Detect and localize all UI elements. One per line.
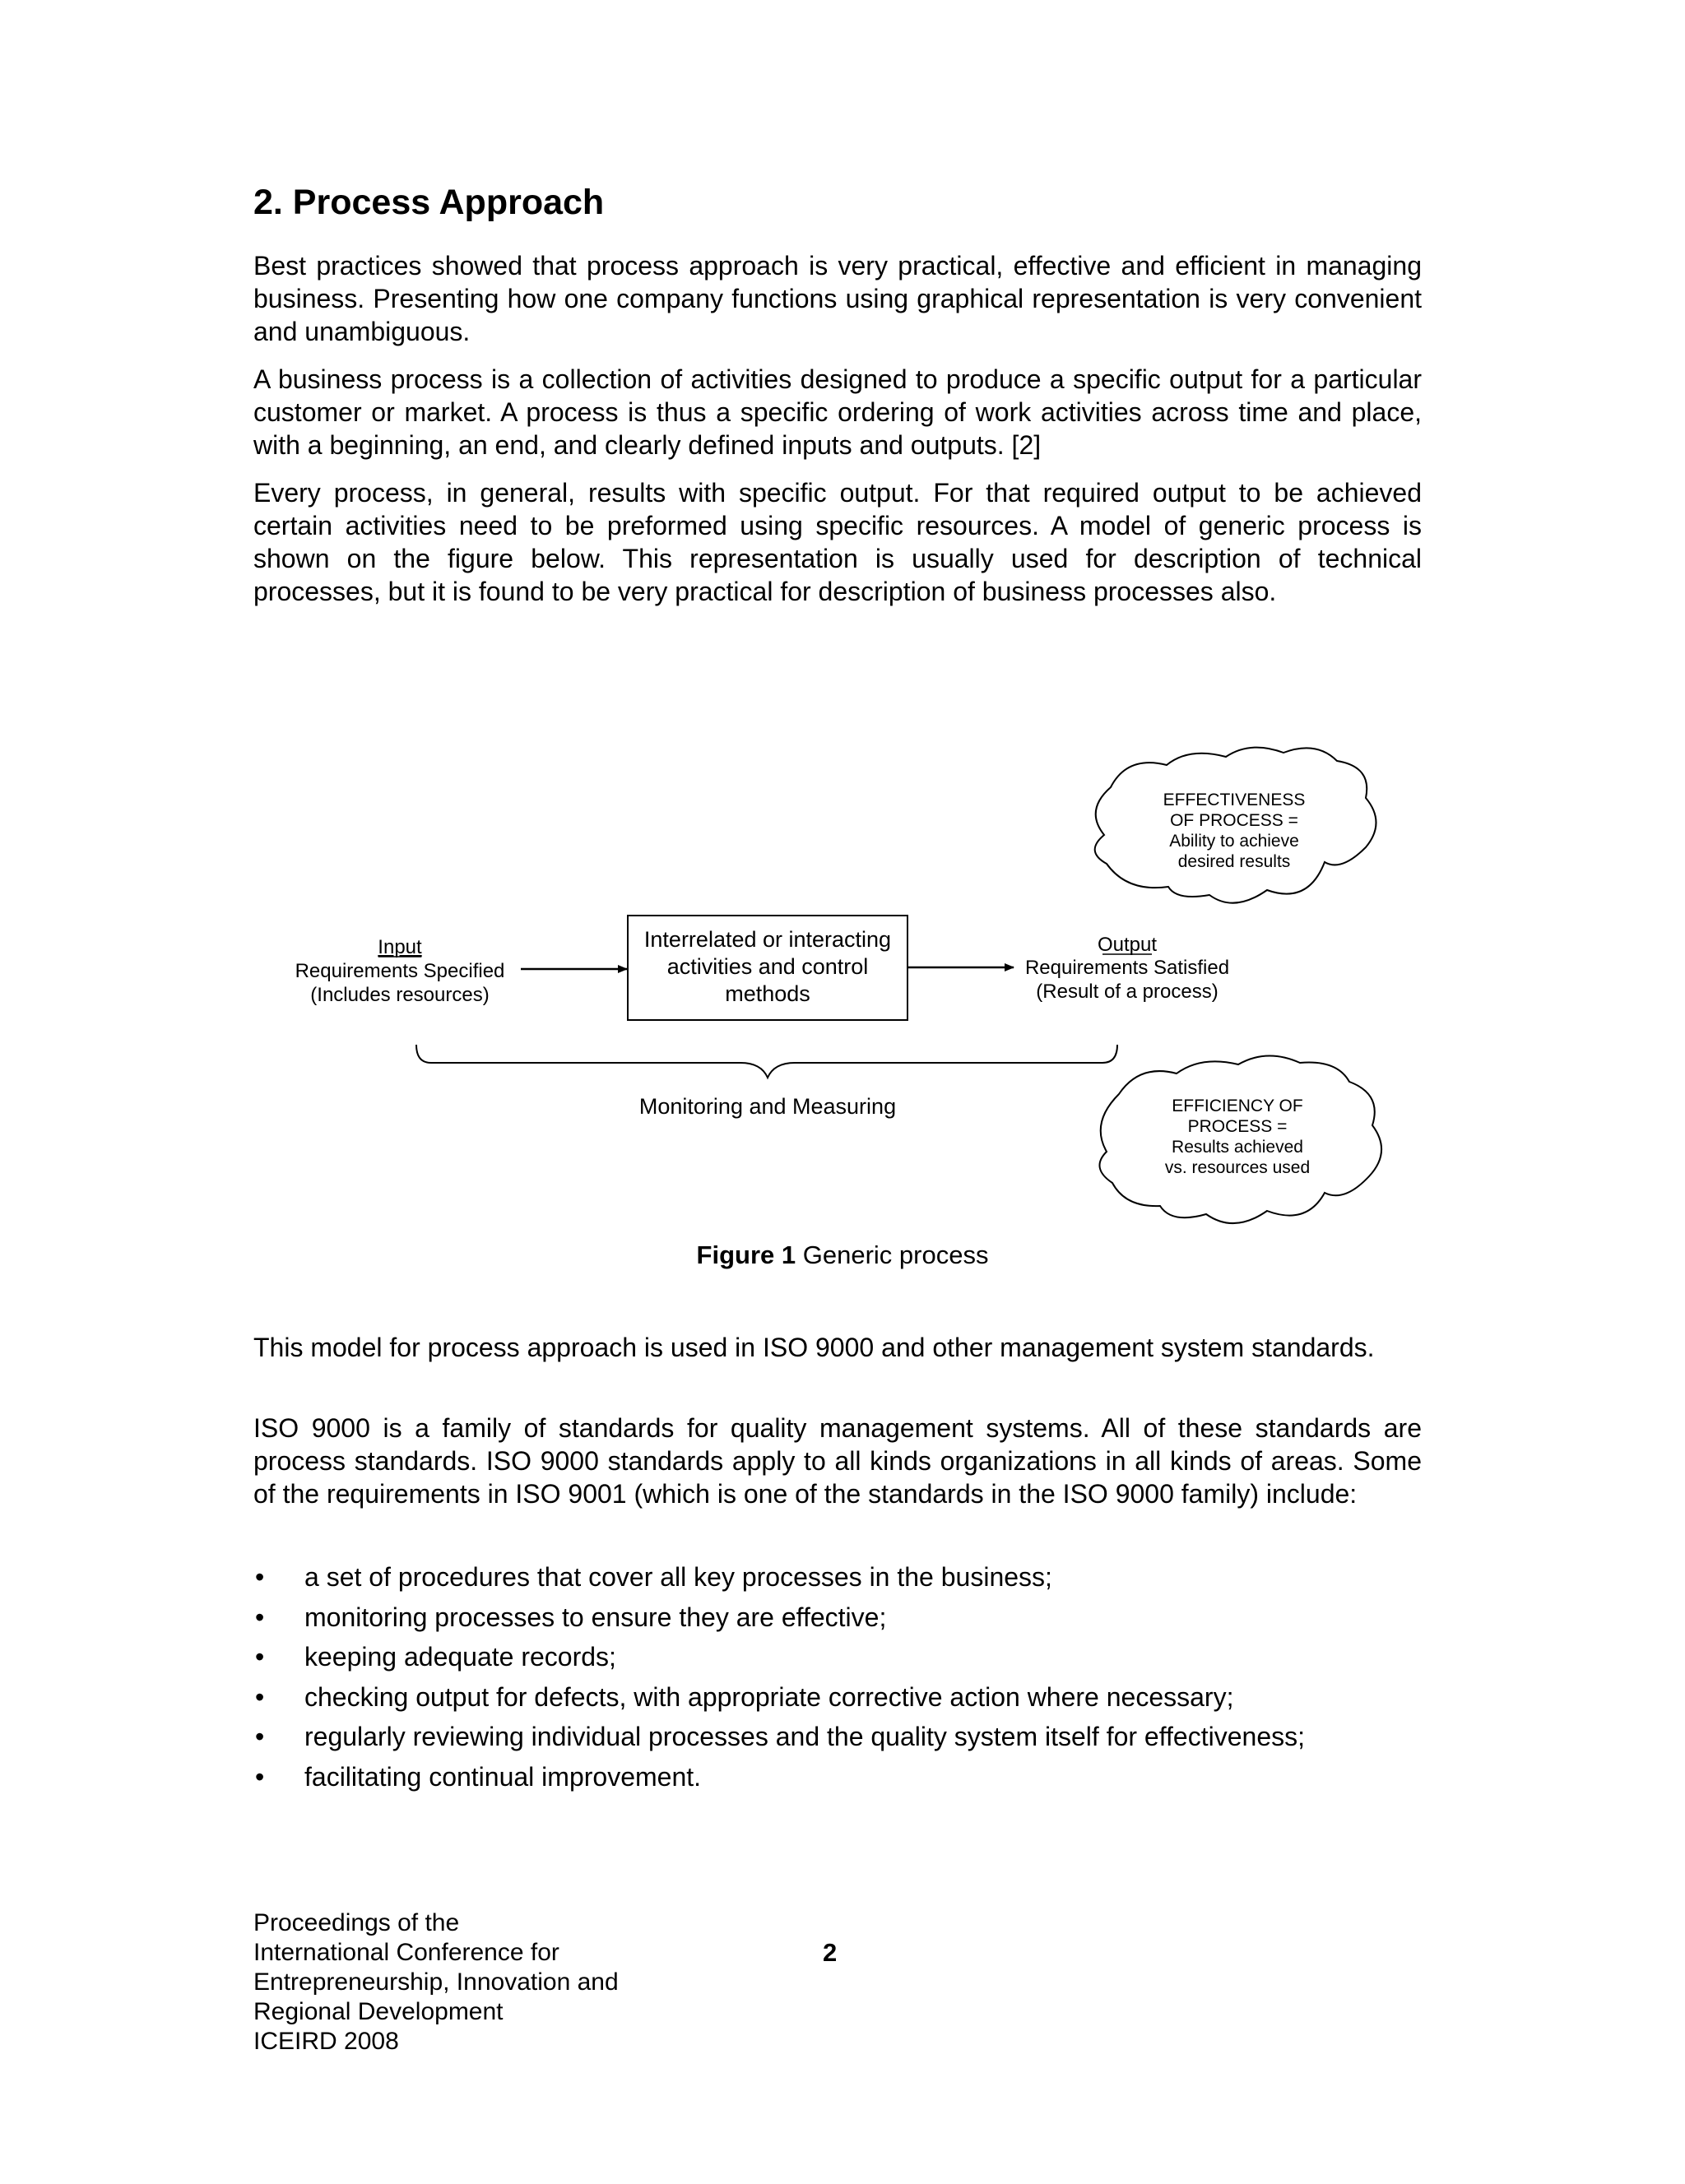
list-item-text: monitoring processes to ensure they are effective; xyxy=(304,1602,887,1632)
output-line-2: (Result of a process) xyxy=(1036,981,1218,1003)
bullet-marker: • xyxy=(255,1642,265,1672)
input-line-1: Requirements Specified xyxy=(295,960,505,982)
paragraph-iso-model: This model for process approach is used in ISO 9000 and other management system standards. xyxy=(253,1333,1375,1362)
bullet-marker: • xyxy=(255,1722,265,1752)
list-item-text: keeping adequate records; xyxy=(304,1642,616,1672)
figure-caption xyxy=(0,1239,1685,1272)
input-title: Input xyxy=(378,936,422,958)
footer-line: International Conference for xyxy=(253,1939,559,1966)
efficiency-line-2: PROCESS = xyxy=(1187,1117,1288,1136)
footer-line: Proceedings of the xyxy=(253,1909,460,1936)
process-box-line-3: methods xyxy=(725,981,810,1006)
paragraph-every-process: Every process, in general, results with specific output. For that required output to be achieved certain activities need to be preformed using specific resources. A model of generic process is shown on the figure below. This representation is usually used for description of technical processes, but it is found to be very practical for description of business processes also. xyxy=(253,478,1422,606)
figure-caption-text: Generic process xyxy=(796,1240,989,1269)
process-box-line-1: Interrelated or interacting xyxy=(643,927,892,952)
bullet-marker: • xyxy=(255,1761,265,1792)
list-item xyxy=(253,1717,1438,1757)
monitoring-label: Monitoring and Measuring xyxy=(638,1094,897,1119)
output-label-group xyxy=(1025,934,1229,1003)
list-item xyxy=(253,1677,1438,1718)
efficiency-line-3: Results achieved xyxy=(1172,1138,1303,1157)
figure-caption-label: Figure 1 xyxy=(696,1240,796,1269)
list-item xyxy=(253,1757,1438,1797)
paragraph-iso-family: ISO 9000 is a family of standards for quality management systems. All of these standards are process standards. ISO 9000 standards apply to all kinds organizations in all kinds of areas. Some of the requirements in ISO 9001 (which is one of the standards in the ISO 9000 family) include: xyxy=(253,1413,1422,1509)
footer-line: ICEIRD 2008 xyxy=(253,2028,399,2055)
output-line-1: Requirements Satisfied xyxy=(1024,957,1230,979)
requirements-list xyxy=(253,1557,1438,1797)
input-line-2: (Includes resources) xyxy=(310,984,490,1006)
bullet-marker: • xyxy=(255,1562,265,1592)
efficiency-line-1: EFFICIENCY OF xyxy=(1172,1097,1303,1115)
footer-line: Entrepreneurship, Innovation and xyxy=(253,1968,619,1996)
footer-line: Regional Development xyxy=(253,1998,504,2025)
effectiveness-line-1: EFFECTIVENESS xyxy=(1163,791,1306,809)
effectiveness-line-4: desired results xyxy=(1177,852,1291,871)
section-heading: 2. Process Approach xyxy=(253,183,605,222)
list-item xyxy=(253,1597,1438,1638)
list-item-text: a set of procedures that cover all key processes in the business; xyxy=(304,1562,1052,1592)
output-title: Output xyxy=(1097,934,1158,956)
input-label-group xyxy=(295,936,505,1006)
effectiveness-line-2: OF PROCESS = xyxy=(1170,811,1298,830)
page-number: 2 xyxy=(823,1938,838,1967)
paragraph-best-practices: Best practices showed that process approach is very practical, effective and efficient in managing business. Presenting how one company functions using graphical representation is very convenient and unambiguous. xyxy=(253,251,1422,346)
list-item-text: facilitating continual improvement. xyxy=(304,1761,702,1792)
efficiency-line-4: vs. resources used xyxy=(1164,1158,1311,1177)
bullet-marker: • xyxy=(255,1681,265,1712)
process-box-line-2: activities and control xyxy=(666,954,869,979)
list-item xyxy=(253,1557,1438,1597)
list-item-text: regularly reviewing individual processes and the quality system itself for effectiveness; xyxy=(304,1722,1305,1752)
list-item-text: checking output for defects, with appropriate corrective action where necessary; xyxy=(304,1681,1234,1712)
bullet-marker: • xyxy=(255,1602,265,1632)
footer-proceedings xyxy=(253,1908,619,2056)
list-item xyxy=(253,1637,1438,1677)
effectiveness-line-3: Ability to achieve xyxy=(1169,832,1299,851)
monitoring-brace xyxy=(416,1045,1117,1078)
paragraph-business-process: A business process is a collection of activities designed to produce a specific output for a particular customer or market. A process is thus a specific ordering of work activities across time and place, with a beginning, an end, and clearly defined inputs and outputs. [2] xyxy=(253,364,1422,460)
